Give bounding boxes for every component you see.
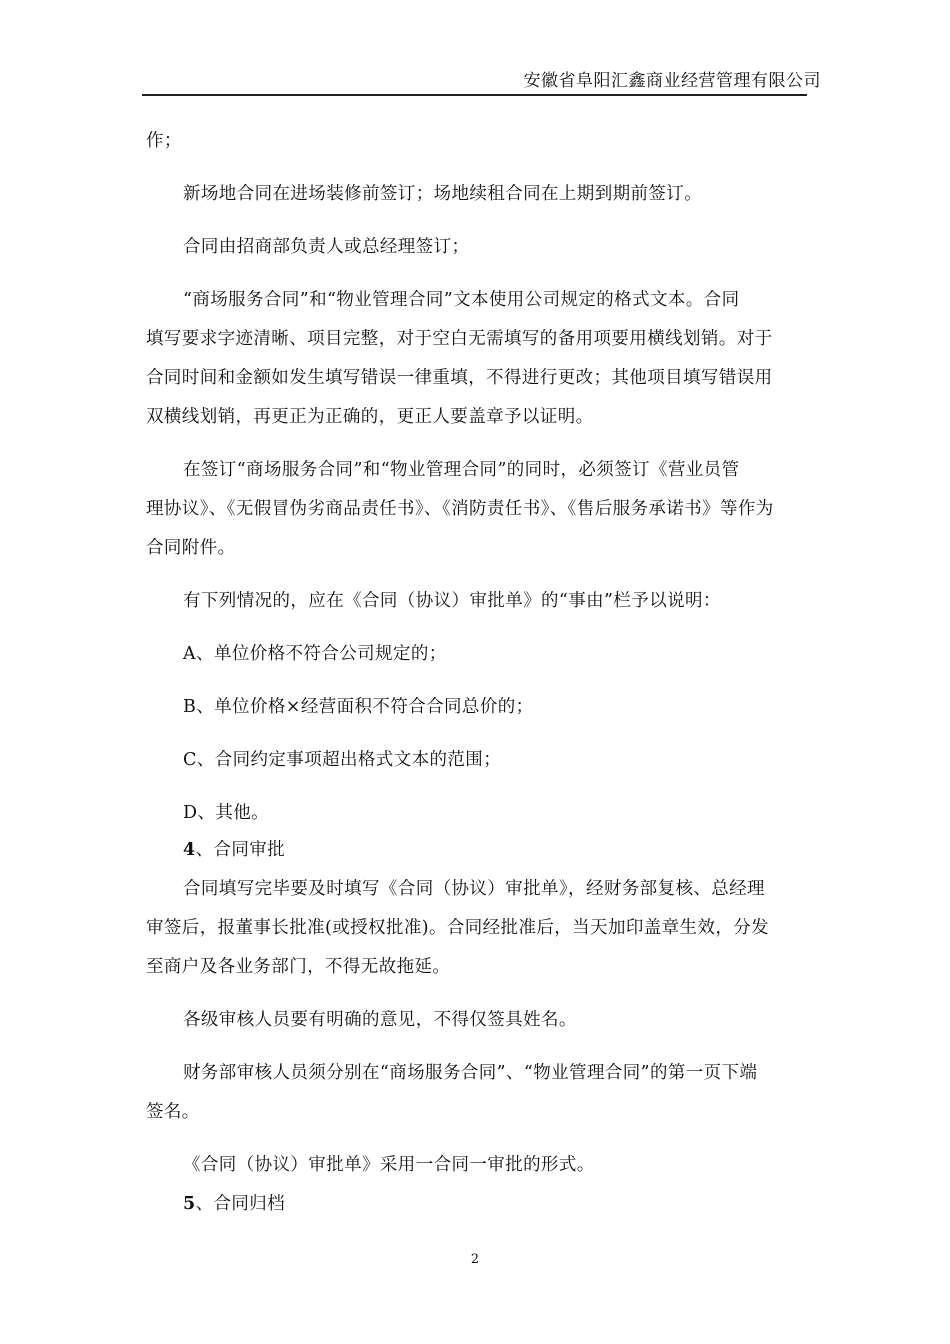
section-number: 4 bbox=[183, 840, 196, 860]
section-title: 、合同归档 bbox=[195, 1194, 286, 1214]
paragraph-line: 新场地合同在进场装修前签订；场地续租合同在上期到期前签订。 bbox=[183, 184, 703, 204]
paragraph-line: “商场服务合同”和“物业管理合同”文本使用公司规定的格式文本。合同 bbox=[183, 290, 740, 310]
page-number: 2 bbox=[470, 1252, 480, 1267]
paragraph-line: 作； bbox=[146, 131, 182, 151]
paragraph-line: 填写要求字迹清晰、项目完整，对于空白无需填写的备用项要用横线划销。对于 bbox=[146, 329, 773, 349]
company-name: 安徽省阜阳汇鑫商业经营管理有限公司 bbox=[523, 71, 821, 91]
paragraph-line: 理协议》、《无假冒伪劣商品责任书》、《消防责任书》、《售后服务承诺书》等作为 bbox=[146, 499, 774, 519]
section-number: 5 bbox=[183, 1194, 196, 1214]
paragraph-line: 有下列情况的，应在《合同（协议）审批单》的“事由”栏予以说明： bbox=[183, 591, 721, 611]
paragraph-line: 签名。 bbox=[146, 1102, 200, 1122]
list-item: B、单位价格×经营面积不符合合同总价的； bbox=[183, 697, 534, 717]
paragraph-line: 《合同（协议）审批单》采用一合同一审批的形式。 bbox=[183, 1155, 595, 1175]
paragraph-line: 财务部审核人员须分别在“商场服务合同”、“物业管理合同”的第一页下端 bbox=[183, 1063, 758, 1083]
paragraph-line: 双横线划销，再更正为正确的，更正人要盖章予以证明。 bbox=[146, 407, 594, 427]
paragraph-line: 合同附件。 bbox=[146, 538, 236, 558]
page-header bbox=[142, 64, 821, 96]
paragraph-line: 合同填写完毕要及时填写《合同（协议）审批单》，经财务部复核、总经理 bbox=[183, 879, 765, 899]
section-heading bbox=[183, 1190, 285, 1215]
paragraph-line: 合同由招商部负责人或总经理签订； bbox=[183, 237, 470, 257]
paragraph-line: 各级审核人员要有明确的意见，不得仅签具姓名。 bbox=[183, 1010, 577, 1030]
paragraph-line: 审签后，报董事长批准(或授权批准)。合同经批准后，当天加印盖章生效，分发 bbox=[146, 918, 770, 938]
paragraph-line: 在签订“商场服务合同”和“物业管理合同”的同时，必须签订《营业员管 bbox=[183, 460, 740, 480]
list-item: A、单位价格不符合公司规定的； bbox=[183, 644, 447, 664]
section-title: 、合同审批 bbox=[195, 840, 286, 860]
section-heading bbox=[183, 836, 285, 861]
paragraph-line: 至商户及各业务部门，不得无故拖延。 bbox=[146, 957, 451, 977]
paragraph-line: 合同时间和金额如发生填写错误一律重填，不得进行更改；其他项目填写错误用 bbox=[146, 368, 773, 388]
list-item: D、其他。 bbox=[183, 803, 270, 823]
list-item: C、合同约定事项超出格式文本的范围； bbox=[183, 750, 502, 770]
